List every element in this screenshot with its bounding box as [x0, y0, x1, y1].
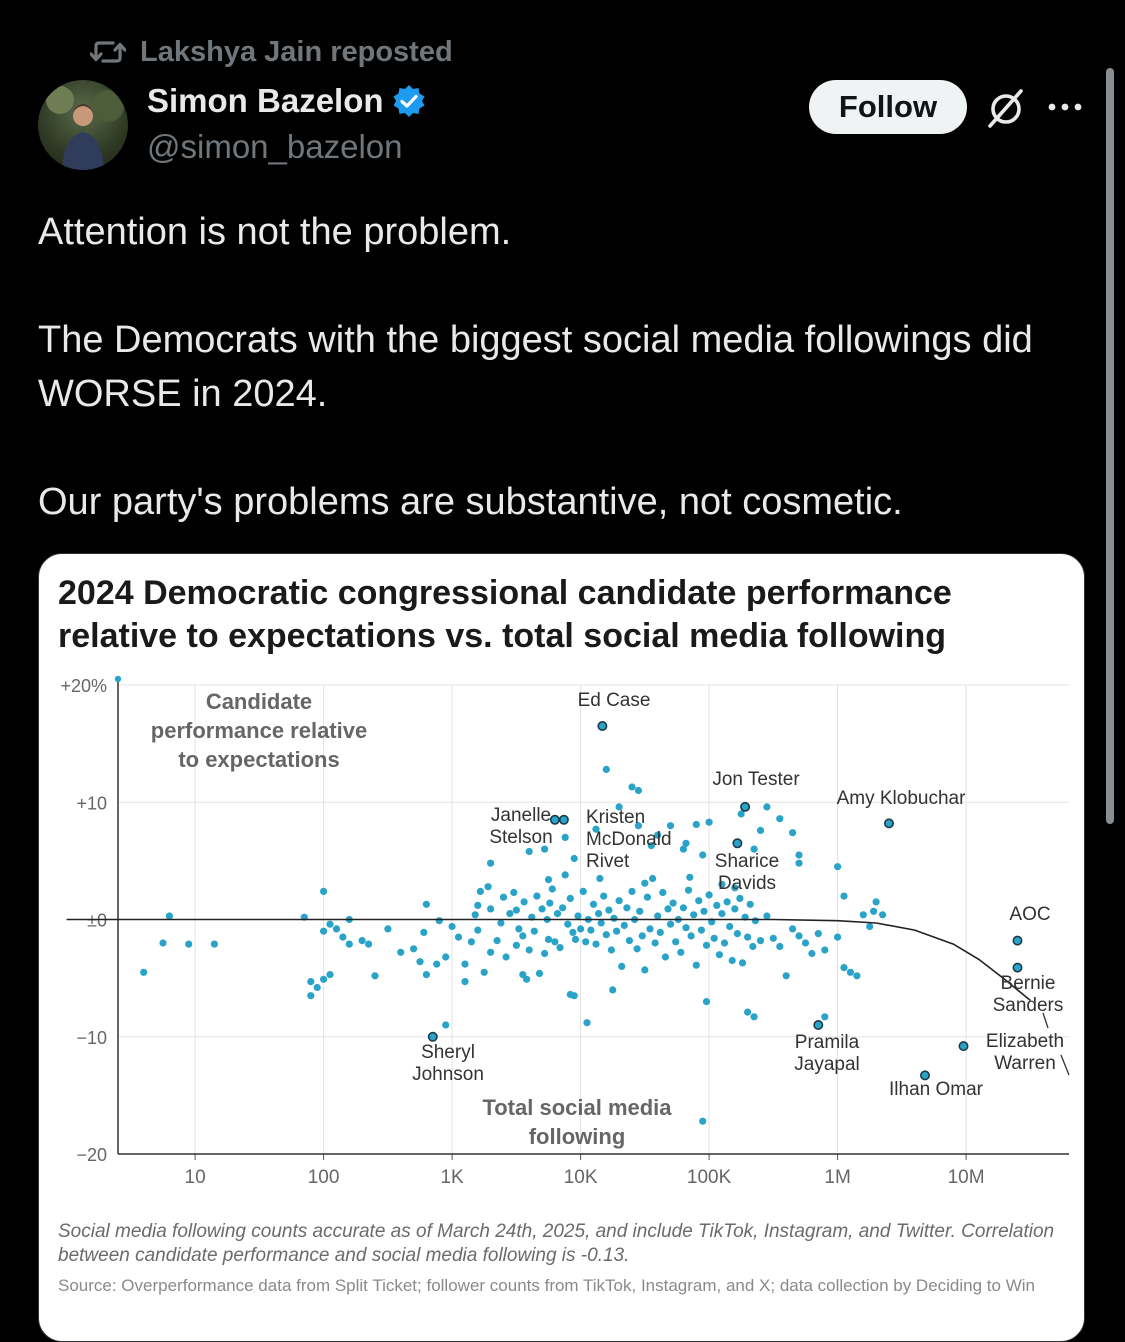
data-point — [840, 964, 847, 971]
y-tick-label: ±0 — [87, 910, 107, 931]
post-paragraph: Attention is not the problem. — [38, 211, 512, 253]
data-point — [526, 946, 533, 953]
data-point — [608, 946, 615, 953]
chart-card[interactable] — [38, 553, 1085, 1342]
data-point — [596, 875, 603, 882]
data-point — [487, 860, 494, 867]
data-point — [519, 971, 526, 978]
data-point — [583, 1019, 590, 1026]
data-point — [533, 893, 540, 900]
data-point — [442, 1021, 449, 1028]
data-point — [657, 929, 664, 936]
data-point — [433, 961, 440, 968]
chart-note: Social media following counts accurate as of March 24th, 2025, and include TikTok, Instagram, and Twitter. Correlation between candidate performance and social media following is -0.13. — [58, 1221, 1055, 1266]
y-axis-label-line: to expectations — [178, 747, 340, 772]
data-point — [718, 910, 725, 917]
point-label: Bernie — [1000, 973, 1056, 994]
y-tick-label: +10 — [76, 793, 107, 814]
data-point — [442, 953, 449, 960]
data-point — [644, 894, 651, 901]
data-point — [789, 829, 796, 836]
data-point — [744, 1009, 751, 1016]
data-point — [699, 1118, 706, 1125]
data-point — [572, 936, 579, 943]
x-tick-label: 100 — [307, 1167, 340, 1188]
data-point — [703, 942, 710, 949]
point-label: Jayapal — [794, 1054, 860, 1075]
data-point — [307, 978, 314, 985]
data-point — [423, 901, 430, 908]
y-axis-marker — [115, 676, 121, 682]
data-point — [652, 939, 659, 946]
data-point — [600, 893, 607, 900]
y-axis-label-line: Candidate — [205, 689, 313, 714]
data-point — [320, 888, 327, 895]
data-point — [506, 910, 513, 917]
data-point — [729, 957, 736, 964]
data-point — [634, 945, 641, 952]
point-label: Amy Klobuchar — [836, 788, 966, 809]
point-label: Sanders — [992, 995, 1064, 1016]
data-point — [834, 863, 841, 870]
data-point — [481, 969, 488, 976]
chart-source: Source: Overperformance data from Split Ticket; follower counts from TikTok, Instagram, and X; data collection by Deciding to Win — [58, 1276, 1035, 1295]
data-point — [747, 901, 754, 908]
data-point — [371, 972, 378, 979]
data-point — [860, 911, 867, 918]
data-point — [688, 932, 695, 939]
data-point — [613, 928, 620, 935]
point-label: Warren — [994, 1053, 1056, 1074]
data-point — [703, 998, 710, 1005]
data-point — [635, 787, 642, 794]
data-point — [726, 923, 733, 930]
author-handle[interactable]: @simon_bazelon — [147, 128, 403, 165]
y-tick-label: −20 — [76, 1145, 107, 1165]
data-point — [562, 871, 569, 878]
data-point — [474, 902, 481, 909]
data-point — [536, 970, 543, 977]
data-point — [776, 815, 783, 822]
point-label: Elizabeth — [985, 1031, 1065, 1052]
data-point — [757, 827, 764, 834]
data-point — [569, 929, 576, 936]
data-point — [587, 927, 594, 934]
data-point — [693, 962, 700, 969]
point-label: Sharice — [714, 851, 780, 872]
data-point — [539, 905, 546, 912]
x-tick-label: 100K — [686, 1167, 732, 1188]
x-tick-label: 10M — [947, 1167, 985, 1188]
data-point — [699, 851, 706, 858]
data-point — [513, 942, 520, 949]
x-axis-label-line: Total social media — [482, 1095, 672, 1120]
data-point — [795, 932, 802, 939]
scrollbar[interactable] — [1106, 68, 1114, 824]
data-point — [503, 953, 510, 960]
data-point — [346, 941, 353, 948]
labeled-point — [741, 803, 749, 811]
data-point — [515, 925, 522, 932]
labeled-point — [959, 1042, 967, 1050]
data-point — [783, 972, 790, 979]
y-axis-label-line: performance relative — [150, 718, 368, 743]
repost-header[interactable] — [90, 34, 453, 70]
follow-button[interactable]: Follow — [809, 80, 967, 134]
data-point — [654, 912, 661, 919]
data-point — [494, 937, 501, 944]
point-label: Davids — [717, 873, 777, 894]
verified-badge-icon — [392, 84, 426, 118]
data-point — [603, 931, 610, 938]
x-tick-label: 1M — [824, 1167, 851, 1188]
data-point — [711, 935, 718, 942]
data-point — [531, 928, 538, 935]
data-point — [559, 904, 566, 911]
data-point — [333, 925, 340, 932]
chart-title: 2024 Democratic congressional candidate performance relative to expectations vs. total social media following — [58, 574, 952, 655]
data-point — [628, 783, 635, 790]
x-tick-label: 1K — [440, 1167, 464, 1188]
data-point — [706, 891, 713, 898]
data-point — [497, 919, 504, 926]
data-point — [739, 959, 746, 966]
data-point — [853, 972, 860, 979]
data-point — [211, 941, 218, 948]
data-point — [423, 971, 430, 978]
data-point — [320, 976, 327, 983]
data-point — [724, 898, 731, 905]
data-point — [646, 925, 653, 932]
data-point — [752, 917, 759, 924]
x-tick-label: 10 — [184, 1167, 206, 1188]
data-point — [487, 949, 494, 956]
data-point — [693, 821, 700, 828]
point-label: Janelle — [490, 805, 552, 826]
post-paragraph: The Democrats with the biggest social media followings did WORSE in 2024. — [38, 319, 1033, 415]
data-point — [680, 846, 687, 853]
data-point — [763, 803, 770, 810]
data-point — [326, 921, 333, 928]
data-point — [776, 943, 783, 950]
data-point — [140, 969, 147, 976]
labeled-point — [560, 816, 568, 824]
post-paragraph: Our party's problems are substantive, not cosmetic. — [38, 481, 903, 523]
data-point — [623, 904, 630, 911]
data-point — [667, 921, 674, 928]
labeled-point — [429, 1033, 437, 1041]
grok-icon[interactable] — [986, 86, 1026, 130]
data-point — [571, 855, 578, 862]
point-label: Stelson — [489, 827, 553, 848]
x-axis-label-line: following — [528, 1124, 626, 1149]
data-point — [477, 888, 484, 895]
data-point — [564, 921, 571, 928]
data-point — [789, 925, 796, 932]
data-point — [670, 900, 677, 907]
data-point — [598, 919, 605, 926]
avatar-person-icon — [38, 80, 128, 170]
data-point — [815, 930, 822, 937]
data-point — [616, 897, 623, 904]
data-point — [326, 971, 333, 978]
data-point — [641, 880, 648, 887]
data-point — [510, 889, 517, 896]
point-label: Ed Case — [577, 690, 651, 711]
data-point — [757, 937, 764, 944]
data-point — [314, 984, 321, 991]
data-point — [795, 860, 802, 867]
point-label: Jon Tester — [712, 769, 800, 790]
data-point — [763, 912, 770, 919]
author-name-row[interactable] — [147, 82, 426, 120]
repost-label: Lakshya Jain reposted — [140, 35, 453, 68]
data-point — [461, 978, 468, 985]
data-point — [636, 908, 643, 915]
data-point — [618, 963, 625, 970]
data-point — [472, 911, 479, 918]
data-point — [590, 901, 597, 908]
data-point — [664, 905, 671, 912]
data-point — [455, 934, 462, 941]
y-tick-label: +20% — [60, 676, 107, 696]
data-point — [521, 898, 528, 905]
avatar[interactable] — [38, 80, 128, 170]
data-point — [840, 893, 847, 900]
point-label: Ilhan Omar — [889, 1079, 983, 1100]
data-point — [567, 991, 574, 998]
data-point — [795, 851, 802, 858]
data-point — [485, 883, 492, 890]
data-point — [365, 941, 372, 948]
y-tick-label: −10 — [76, 1027, 107, 1048]
data-point — [166, 912, 173, 919]
leader-line — [1061, 1055, 1069, 1075]
repost-icon — [90, 37, 126, 67]
point-label: Johnson — [412, 1064, 484, 1085]
point-label: McDonald — [586, 829, 672, 850]
data-point — [519, 932, 526, 939]
data-point — [626, 937, 633, 944]
data-point — [847, 969, 854, 976]
data-point — [605, 907, 612, 914]
data-point — [721, 939, 728, 946]
data-point — [628, 888, 635, 895]
data-point — [554, 910, 561, 917]
data-point — [686, 874, 693, 881]
data-point — [420, 929, 427, 936]
data-point — [698, 927, 705, 934]
data-point — [449, 923, 456, 930]
data-point — [359, 937, 366, 944]
data-point — [436, 917, 443, 924]
trend-line — [67, 920, 1031, 1001]
data-point — [821, 1013, 828, 1020]
data-point — [802, 939, 809, 946]
data-point — [545, 876, 552, 883]
data-point — [474, 927, 481, 934]
data-point — [487, 905, 494, 912]
data-point — [873, 898, 880, 905]
data-point — [339, 934, 346, 941]
data-point — [609, 986, 616, 993]
labeled-point — [598, 722, 606, 730]
data-point — [185, 941, 192, 948]
data-point — [649, 875, 656, 882]
data-point — [546, 900, 553, 907]
data-point — [610, 915, 617, 922]
data-point — [731, 905, 738, 912]
data-point — [580, 888, 587, 895]
data-point — [716, 951, 723, 958]
more-icon[interactable] — [1046, 94, 1084, 120]
data-point — [603, 766, 610, 773]
labeled-point — [885, 819, 893, 827]
data-point — [685, 887, 692, 894]
data-point — [662, 953, 669, 960]
data-point — [713, 902, 720, 909]
data-point — [879, 911, 886, 918]
data-point — [526, 848, 533, 855]
labeled-point — [1013, 963, 1021, 971]
data-point — [866, 923, 873, 930]
data-point — [307, 992, 314, 999]
data-point — [736, 895, 743, 902]
data-point — [582, 938, 589, 945]
data-point — [513, 907, 520, 914]
data-point — [562, 834, 569, 841]
data-point — [320, 928, 327, 935]
data-point — [639, 932, 646, 939]
data-point — [808, 950, 815, 957]
data-point — [641, 966, 648, 973]
data-point — [384, 925, 391, 932]
labeled-point — [733, 839, 741, 847]
labeled-point — [1013, 936, 1021, 944]
data-point — [468, 938, 475, 945]
data-point — [834, 934, 841, 941]
data-point — [672, 938, 679, 945]
data-point — [595, 910, 602, 917]
data-point — [770, 935, 777, 942]
labeled-point — [814, 1021, 822, 1029]
data-point — [500, 894, 507, 901]
data-point — [567, 895, 574, 902]
data-point — [416, 958, 423, 965]
author-name[interactable]: Simon Bazelon — [147, 82, 384, 119]
point-label: Rivet — [586, 851, 630, 872]
labeled-point — [551, 816, 559, 824]
data-point — [592, 941, 599, 948]
data-point — [556, 944, 563, 951]
data-point — [706, 819, 713, 826]
data-point — [682, 924, 689, 931]
data-point — [410, 945, 417, 952]
data-point — [541, 950, 548, 957]
point-label: Pramila — [794, 1032, 860, 1053]
data-point — [734, 930, 741, 937]
point-label: Sheryl — [421, 1042, 475, 1063]
point-label: AOC — [1009, 904, 1051, 925]
data-point — [545, 936, 552, 943]
data-point — [751, 1013, 758, 1020]
data-point — [690, 911, 697, 918]
data-point — [159, 939, 166, 946]
data-point — [577, 925, 584, 932]
data-point — [821, 946, 828, 953]
data-point — [397, 949, 404, 956]
data-point — [700, 908, 707, 915]
data-point — [659, 889, 666, 896]
data-point — [574, 912, 581, 919]
point-label: Kristen — [586, 807, 646, 828]
data-point — [744, 934, 751, 941]
post-text — [38, 205, 1088, 529]
data-point — [680, 904, 687, 911]
data-point — [549, 885, 556, 892]
data-point — [551, 938, 558, 945]
data-point — [677, 949, 684, 956]
x-tick-label: 10K — [563, 1167, 598, 1188]
data-point — [621, 922, 628, 929]
data-point — [870, 908, 877, 915]
data-point — [461, 961, 468, 968]
data-point — [695, 897, 702, 904]
data-point — [749, 943, 756, 950]
